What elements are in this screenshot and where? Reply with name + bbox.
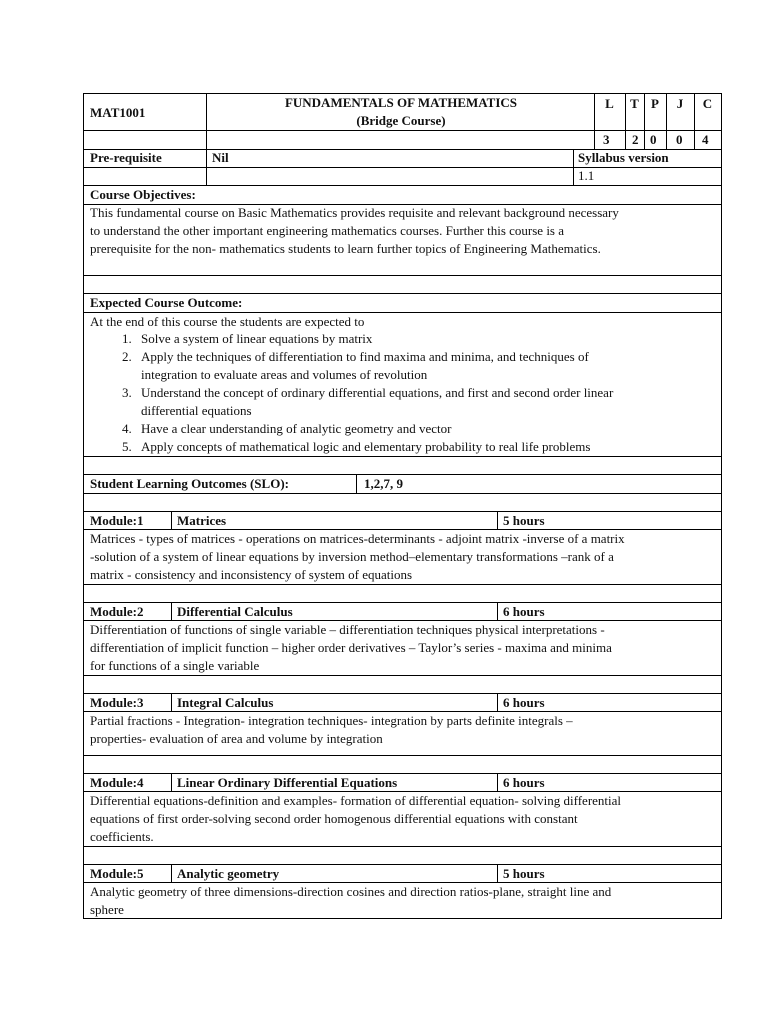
module-5-label: Module:5 bbox=[90, 866, 144, 881]
objectives-line-1: This fundamental course on Basic Mathematics provides requisite and relevant background necessary bbox=[90, 205, 619, 220]
outcome-text: Understand the concept of ordinary differential equations, and first and second order linear bbox=[141, 385, 614, 400]
ltpjc-label-l: L bbox=[605, 96, 614, 111]
module-2-title: Differential Calculus bbox=[177, 604, 293, 619]
module-2-line-1: Differentiation of functions of single variable – differentiation techniques physical interpretations - bbox=[90, 622, 605, 637]
module-2-line-2: differentiation of implicit function – higher order derivatives – Taylor’s series - maxima and minima bbox=[90, 640, 612, 655]
ltpjc-value-c: 4 bbox=[702, 132, 709, 147]
module-4-title: Linear Ordinary Differential Equations bbox=[177, 775, 398, 790]
course-subtitle: (Bridge Course) bbox=[356, 113, 446, 128]
module-2-label: Module:2 bbox=[90, 604, 144, 619]
outcomes-heading: Expected Course Outcome: bbox=[90, 295, 243, 310]
outcome-text: Apply concepts of mathematical logic and elementary probability to real life problems bbox=[141, 439, 591, 454]
outcome-item bbox=[135, 438, 720, 456]
ltpjc-label-t: T bbox=[630, 96, 639, 111]
module-5-line-2: sphere bbox=[90, 902, 124, 917]
ltpjc-value-p: 0 bbox=[650, 132, 657, 147]
module-5-hours: 5 hours bbox=[503, 866, 545, 881]
module-2-hours: 6 hours bbox=[503, 604, 545, 619]
outcomes-list-block bbox=[90, 330, 720, 456]
module-4-label: Module:4 bbox=[90, 775, 144, 790]
outcome-text: Apply the techniques of differentiation to find maxima and minima, and techniques of bbox=[141, 349, 589, 364]
module-1-title: Matrices bbox=[177, 513, 227, 528]
module-4-line-1: Differential equations-definition and examples- formation of differential equation- solving differential bbox=[90, 793, 622, 808]
course-title: FUNDAMENTALS OF MATHEMATICS bbox=[284, 95, 518, 110]
outcomes-list bbox=[90, 330, 720, 456]
ltpjc-value-t: 2 bbox=[632, 132, 639, 147]
module-5-line-1: Analytic geometry of three dimensions-direction cosines and direction ratios-plane, straight line and bbox=[90, 884, 612, 899]
module-1-line-2: -solution of a system of linear equations by inversion method–elementary transformations –rank of a bbox=[90, 549, 614, 564]
objectives-heading: Course Objectives: bbox=[90, 187, 196, 202]
prerequisite-value: Nil bbox=[212, 150, 229, 165]
ltpjc-value-l: 3 bbox=[603, 132, 610, 147]
prerequisite-label: Pre-requisite bbox=[90, 150, 162, 165]
module-1-line-3: matrix - consistency and inconsistency of system of equations bbox=[90, 567, 413, 582]
outcome-text: Solve a system of linear equations by matrix bbox=[141, 331, 373, 346]
ltpjc-label-p: P bbox=[651, 96, 659, 111]
syllabus-version-label: Syllabus version bbox=[578, 150, 669, 165]
module-3-line-1: Partial fractions - Integration- integration techniques- integration by parts definite integrals – bbox=[90, 713, 573, 728]
module-3-title: Integral Calculus bbox=[177, 695, 274, 710]
outcome-item bbox=[135, 348, 720, 384]
module-3-hours: 6 hours bbox=[503, 695, 545, 710]
outcome-item bbox=[135, 420, 720, 438]
syllabus-version-value: 1.1 bbox=[578, 168, 595, 183]
module-4-hours: 6 hours bbox=[503, 775, 545, 790]
module-1-line-1: Matrices - types of matrices - operations on matrices-determinants - adjoint matrix -inverse of a matrix bbox=[90, 531, 625, 546]
course-code: MAT1001 bbox=[90, 105, 146, 120]
module-4-line-3: coefficients. bbox=[90, 829, 154, 844]
outcome-text: Have a clear understanding of analytic geometry and vector bbox=[141, 421, 452, 436]
objectives-line-3: prerequisite for the non- mathematics students to learn further topics of Engineering Mathematics. bbox=[90, 241, 601, 256]
module-4-line-2: equations of first order-solving second order homogenous differential equations with constant bbox=[90, 811, 578, 826]
ltpjc-value-j: 0 bbox=[676, 132, 683, 147]
module-2-line-3: for functions of a single variable bbox=[90, 658, 260, 673]
module-3-line-2: properties- evaluation of area and volume by integration bbox=[90, 731, 383, 746]
outcome-text: differential equations bbox=[141, 403, 252, 418]
module-1-label: Module:1 bbox=[90, 513, 144, 528]
module-3-label: Module:3 bbox=[90, 695, 144, 710]
ltpjc-label-c: C bbox=[702, 96, 713, 111]
module-1-hours: 5 hours bbox=[503, 513, 545, 528]
module-5-title: Analytic geometry bbox=[177, 866, 280, 881]
ltpjc-label-j: J bbox=[676, 96, 684, 111]
outcome-text: integration to evaluate areas and volumes of revolution bbox=[141, 367, 428, 382]
slo-label: Student Learning Outcomes (SLO): bbox=[90, 476, 289, 491]
slo-value: 1,2,7, 9 bbox=[364, 476, 403, 491]
outcome-item bbox=[135, 330, 720, 348]
outcomes-intro: At the end of this course the students are expected to bbox=[90, 314, 365, 329]
outcome-item bbox=[135, 384, 720, 420]
objectives-line-2: to understand the other important engineering mathematics courses. Further this course is a bbox=[90, 223, 565, 238]
